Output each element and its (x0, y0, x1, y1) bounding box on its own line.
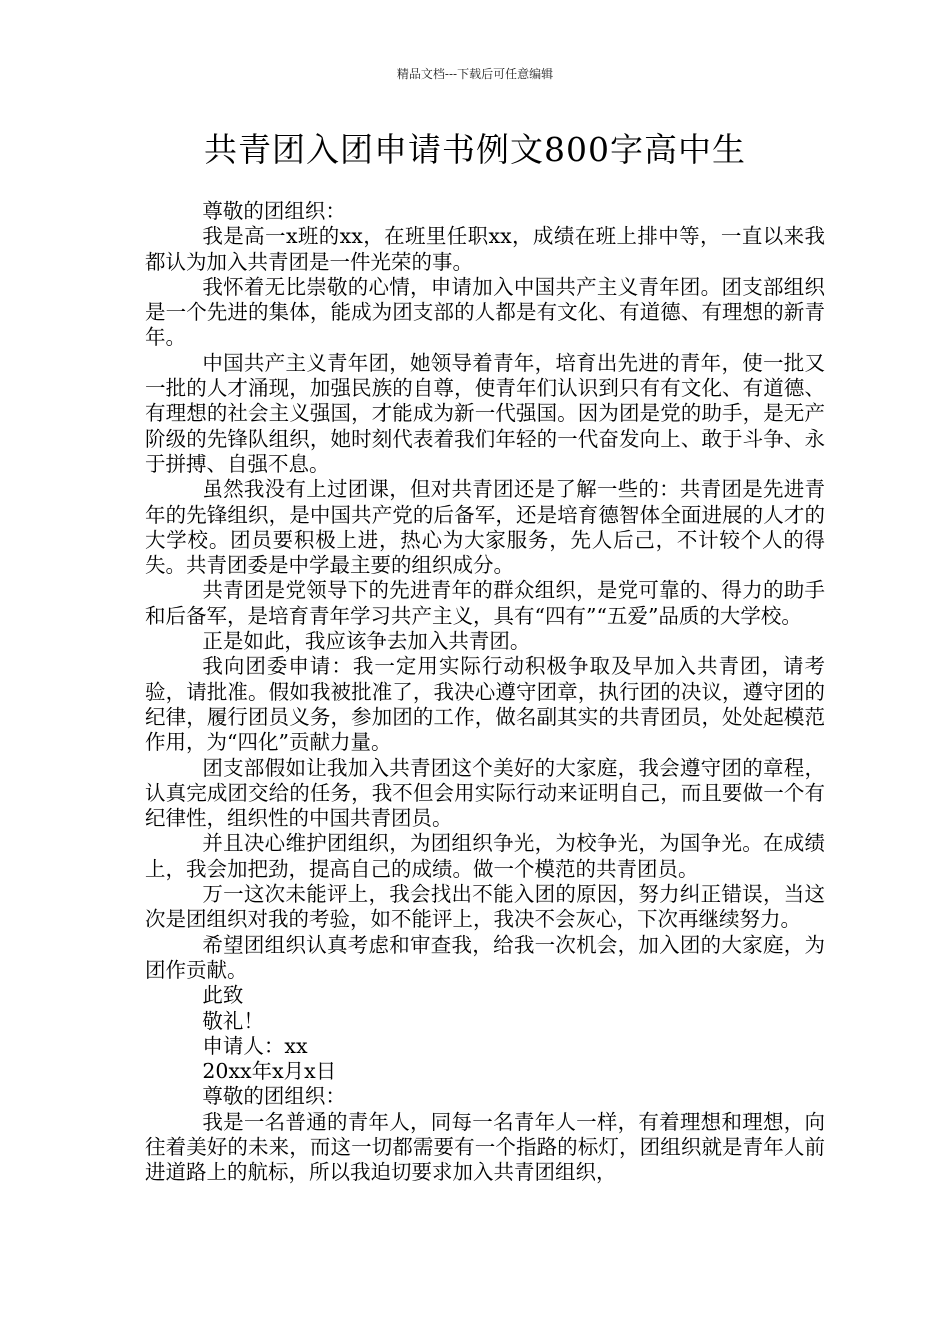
document-title: 共青团入团申请书例文800字高中生 (204, 130, 746, 169)
closing-line: 敬礼！ (202, 1008, 264, 1033)
paragraph: 并且决心维护团组织，为团组织争光，为校争光，为国争光。在成绩上，我会加把劲，提高自己的成绩。做一个模范的共青团员。 (145, 831, 825, 881)
paragraph: 我是高一x班的xx，在班里任职xx，成绩在班上排中等，一直以来我都认为加入共青团是一件光荣的事。 (145, 224, 825, 274)
paragraph: 我向团委申请：我一定用实际行动积极争取及早加入共青团，请考验，请批准。假如我被批准了，我决心遵守团章，执行团的决议，遵守团的纪律，履行团员义务，参加团的工作，做名副其实的共青团员，处处起模范作用，为“四化”贡献力量。 (145, 654, 825, 755)
paragraph: 希望团组织认真考虑和审查我，给我一次机会，加入团的大家庭，为团作贡献。 (145, 932, 825, 982)
document-body (145, 199, 825, 1186)
paragraph: 我是一名普通的青年人，同每一名青年人一样，有着理想和理想，向往着美好的未来，而这一切都需要有一个指路的标灯，团组织就是青年人前进道路上的航标，所以我迫切要求加入共青团组织， (145, 1109, 825, 1185)
applicant-line: 申请人：xx (202, 1033, 308, 1058)
date-line: 20xx年x月x日 (202, 1059, 337, 1084)
paragraph: 万一这次未能评上，我会找出不能入团的原因，努力纠正错误，当这次是团组织对我的考验，如不能评上，我决不会灰心，下次再继续努力。 (145, 882, 825, 932)
paragraph: 虽然我没有上过团课，但对共青团还是了解一些的：共青团是先进青年的先锋组织，是中国共产党的后备军，还是培育德智体全面进展的人才的大学校。团员要积极上进，热心为大家服务，先人后己，不计较个人的得失。共青团委是中学最主要的组织成分。 (145, 477, 825, 578)
paragraph: 尊敬的团组织： (202, 199, 346, 223)
paragraph: 中国共产主义青年团，她领导着青年，培育出先进的青年，使一批又一批的人才涌现，加强民族的自尊，使青年们认识到只有有文化、有道德、有理想的社会主义强国，才能成为新一代强国。因为团是党的助手，是无产阶级的先锋队组织，她时刻代表着我们年轻的一代奋发向上、敢于斗争、永于拼搏、自强不息。 (145, 350, 825, 476)
paragraph: 团支部假如让我加入共青团这个美好的大家庭，我会遵守团的章程，认真完成团交给的任务，我不但会用实际行动来证明自己，而且要做一个有纪律性，组织性的中国共青团员。 (145, 755, 825, 831)
closing-line: 此致 (202, 983, 244, 1008)
paragraph: 我怀着无比崇敬的心情，申请加入中国共产主义青年团。团支部组织是一个先进的集体，能成为团支部的人都是有文化、有道德、有理想的新青年。 (145, 274, 825, 350)
paragraph: 共青团是党领导下的先进青年的群众组织，是党可靠的、得力的助手和后备军，是培育青年学习共产主义，具有“四有”“五爱”品质的大学校。 (145, 578, 825, 628)
paragraph: 尊敬的团组织： (202, 1084, 346, 1109)
page-header: 精品文档---下载后可任意编辑 (396, 67, 554, 81)
paragraph: 正是如此，我应该争去加入共青团。 (202, 629, 531, 654)
